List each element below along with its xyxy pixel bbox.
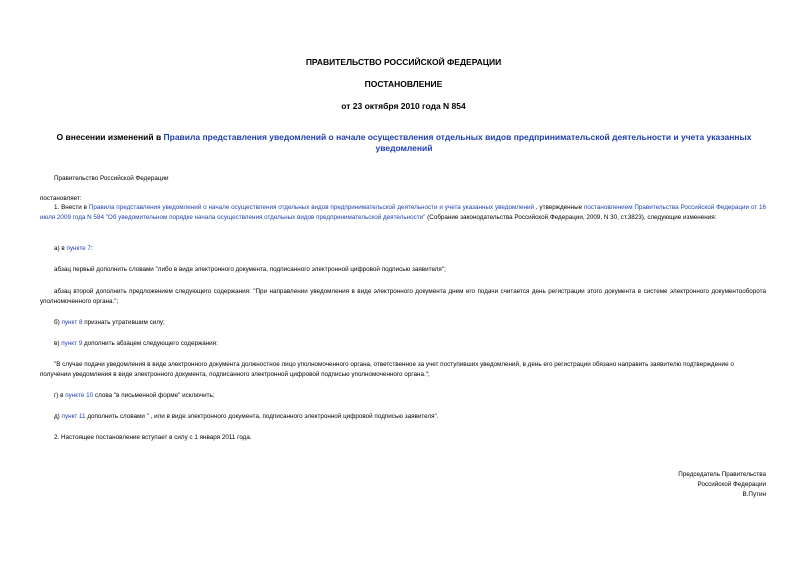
p1-text-a: 1. Внести в	[54, 204, 89, 211]
clause-9-link[interactable]: пункт 9	[61, 340, 83, 347]
item-b	[40, 318, 766, 328]
item-g-text: г) в	[54, 392, 66, 399]
item-b-tail: признать утратившим силу;	[82, 319, 165, 326]
gov-line: Правительство Российской Федерации	[54, 175, 169, 182]
item-d-text: д)	[54, 413, 62, 420]
title-rules-link[interactable]: Правила представления уведомлений о начале осуществления отдельных видов предпринимательской деятельности и учета указанных уведомлений	[163, 132, 752, 153]
signature-name: В.Путин	[742, 491, 766, 498]
government-header: ПРАВИТЕЛЬСТВО РОССИЙСКОЙ ФЕДЕРАЦИИ	[305, 57, 502, 67]
resolves-line: постановляет:	[40, 195, 82, 202]
paragraph-1	[40, 203, 766, 223]
rules-link[interactable]: Правила представления уведомлений о начале осуществления отдельных видов предпринимательской деятельности и учета указанных уведомлений	[88, 204, 534, 211]
paragraph-2: 2. Настоящее постановление вступает в силу с 1 января 2011 года.	[54, 434, 252, 441]
clause-7-link[interactable]: пункте 7	[66, 245, 91, 252]
signature-title: Председатель Правительства	[678, 471, 766, 478]
item-v-tail: дополнить абзацем следующего содержания:	[82, 340, 218, 347]
item-v-text: в)	[54, 340, 62, 347]
item-g-tail: слова "в письменной форме" исключить;	[93, 392, 215, 399]
p1-text-c: (Собрание законодательства Российской Федерации, 2009, N 30, ст.3823), следующие изменения:	[425, 214, 717, 221]
item-b-text: б)	[54, 319, 62, 326]
document-title	[28, 132, 780, 154]
item-a-paragraph-2: абзац второй дополнить предложением следующего содержания: "При направлении уведомления в виде электронного документа днем его подачи считается день регистрации этого документа в системе электронного документооборота уполномоченного органа.";	[40, 288, 766, 305]
resolution-584-link[interactable]: постановлением Правительства Российской Федерации от 16 июля 2009 года N 584 "Об уведомительном порядке начала осуществления отдельных видов предпринимательской деятельности"	[40, 204, 766, 221]
signature-block	[678, 470, 766, 500]
item-a-text: а) в	[54, 245, 67, 252]
title-prefix: О внесении изменений в	[56, 132, 164, 142]
clause-11-link[interactable]: пункт 11	[61, 413, 86, 420]
item-a-paragraph-1: абзац первый дополнить словами "либо в виде электронного документа, подписанного электронной цифровой подписью заявителя";	[54, 266, 446, 273]
item-v	[40, 339, 766, 349]
item-a	[40, 244, 766, 254]
item-d-tail: дополнить словами " , или в виде электронного документа, подписанного электронной цифровой подписью заявителя".	[85, 413, 439, 420]
clause-8-link[interactable]: пункт 8	[61, 319, 83, 326]
item-a-tail: :	[90, 245, 93, 252]
item-d	[40, 412, 766, 422]
p1-text-b: , утвержденные	[533, 204, 584, 211]
quote-paragraph: "В случае подачи уведомления в виде электронного документа должностное лицо уполномоченного органа, ответственное за учет поступивших уведомлений, в день его регистрации обязано направить заявителю подтверждение о получении уведомления в виде электронного документа, подписанного электронной цифровой подписью уполномоченного органа.";	[40, 361, 734, 378]
document-date: от 23 октября 2010 года N 854	[341, 101, 466, 111]
item-g	[40, 391, 766, 401]
clause-10-link[interactable]: пункте 10	[65, 392, 94, 399]
signature-org: Российской Федерации	[697, 481, 766, 488]
document-type: ПОСТАНОВЛЕНИЕ	[364, 79, 443, 89]
